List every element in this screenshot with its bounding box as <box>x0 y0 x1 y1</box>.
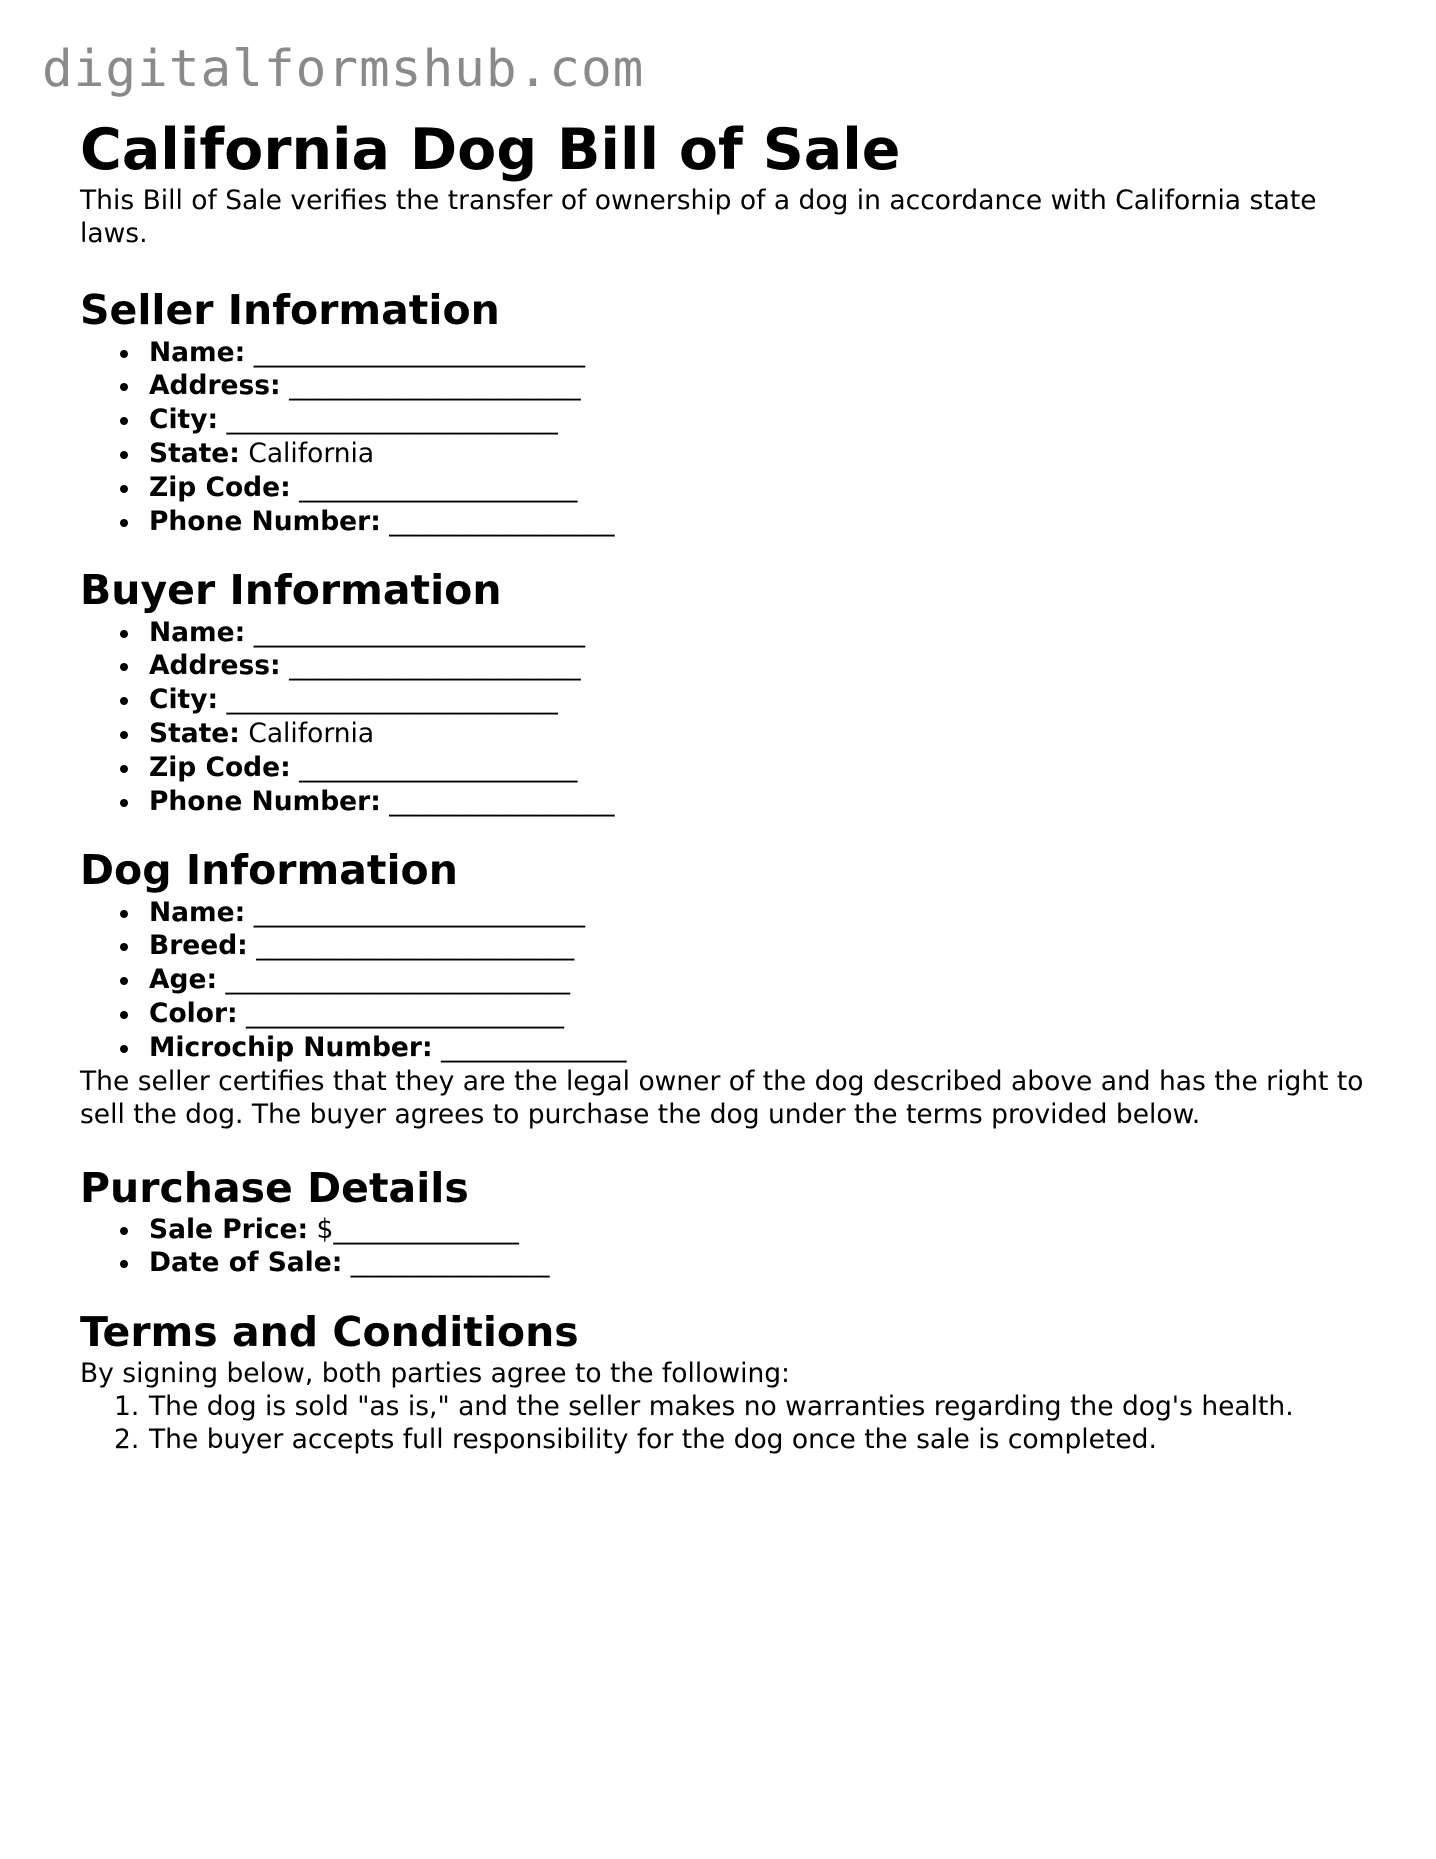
field-label: Phone Number: <box>149 785 381 817</box>
dog-fields <box>80 896 1370 1065</box>
field-value[interactable]: _________________________ <box>226 404 558 436</box>
certification-paragraph: The seller certifies that they are the legal owner of the dog described above and has the right to sell the dog. The buyer agrees to purchase the dog under the terms provided below. <box>80 1065 1364 1130</box>
dog-heading: Dog Information <box>80 846 458 895</box>
field-label: Microchip Number: <box>149 1031 433 1063</box>
field-label: Date of Sale: <box>149 1247 343 1279</box>
dog-breed-field[interactable] <box>80 929 1370 963</box>
page-title: California Dog Bill of Sale <box>80 117 901 183</box>
buyer-city-field[interactable] <box>80 683 1370 717</box>
buyer-address-field[interactable] <box>80 649 1370 683</box>
field-value: California <box>248 437 375 469</box>
field-value: California <box>248 717 375 749</box>
seller-fields <box>80 336 1370 539</box>
field-label: Breed: <box>149 930 248 962</box>
seller-address-field[interactable] <box>80 369 1370 403</box>
seller-heading: Seller Information <box>80 286 500 335</box>
field-value[interactable]: ________________________ <box>256 930 575 962</box>
field-value[interactable]: _________________________ <box>253 616 585 648</box>
watermark-logo: digitalformshub.com <box>42 40 645 99</box>
document-body <box>80 100 1370 1456</box>
field-label: Name: <box>149 616 246 648</box>
field-label: Color: <box>149 997 238 1029</box>
buyer-state-field <box>80 717 1370 751</box>
buyer-fields <box>80 616 1370 819</box>
dog-microchip-field[interactable] <box>80 1031 1370 1065</box>
seller-state-field <box>80 437 1370 471</box>
field-label: Name: <box>149 336 246 368</box>
terms-item-number: 1. <box>114 1391 140 1423</box>
terms-heading: Terms and Conditions <box>80 1308 579 1357</box>
field-value[interactable]: ______________ <box>441 1031 627 1063</box>
field-value[interactable]: _________________________ <box>253 336 585 368</box>
buyer-zip-field[interactable] <box>80 751 1370 785</box>
field-value[interactable]: _______________ <box>350 1247 550 1279</box>
field-value[interactable]: _________________ <box>389 785 615 817</box>
field-label: Sale Price: <box>149 1213 309 1245</box>
sale-date-field[interactable] <box>80 1246 1370 1280</box>
field-value[interactable]: ________________________ <box>246 997 565 1029</box>
terms-item-text: The dog is sold "as is," and the seller makes no warranties regarding the dog's health. <box>149 1391 1294 1423</box>
seller-phone-field[interactable] <box>80 505 1370 539</box>
seller-zip-field[interactable] <box>80 471 1370 505</box>
field-value[interactable]: _________________________ <box>226 684 558 716</box>
field-label: Phone Number: <box>149 505 381 537</box>
field-label: City: <box>149 684 219 716</box>
field-value[interactable]: _________________________ <box>253 896 585 928</box>
terms-list <box>80 1390 1370 1456</box>
field-value[interactable]: ______________________ <box>289 650 581 682</box>
field-label: Age: <box>149 964 218 996</box>
sale-price-field[interactable] <box>80 1213 1370 1247</box>
seller-name-field[interactable] <box>80 336 1370 370</box>
intro-paragraph: This Bill of Sale verifies the transfer of ownership of a dog in accordance with California state laws. <box>80 185 1317 250</box>
terms-item-number: 2. <box>114 1424 140 1456</box>
terms-item <box>80 1423 1370 1456</box>
field-label: State: <box>149 437 240 469</box>
field-value[interactable]: _____________________ <box>299 471 578 503</box>
field-label: Zip Code: <box>149 471 291 503</box>
field-label: Zip Code: <box>149 751 291 783</box>
field-label: Name: <box>149 896 246 928</box>
buyer-name-field[interactable] <box>80 616 1370 650</box>
field-label: Address: <box>149 370 281 402</box>
dog-age-field[interactable] <box>80 963 1370 997</box>
field-label: State: <box>149 717 240 749</box>
terms-item-text: The buyer accepts full responsibility for the dog once the sale is completed. <box>149 1424 1157 1456</box>
buyer-heading: Buyer Information <box>80 566 502 615</box>
field-value[interactable]: __________________________ <box>225 964 570 996</box>
terms-item <box>80 1390 1370 1423</box>
field-value[interactable]: $______________ <box>316 1213 519 1245</box>
dog-color-field[interactable] <box>80 997 1370 1031</box>
buyer-phone-field[interactable] <box>80 785 1370 819</box>
field-value[interactable]: _________________ <box>389 505 615 537</box>
field-label: Address: <box>149 650 281 682</box>
field-value[interactable]: ______________________ <box>289 370 581 402</box>
seller-city-field[interactable] <box>80 403 1370 437</box>
purchase-heading: Purchase Details <box>80 1163 469 1212</box>
field-label: City: <box>149 404 219 436</box>
terms-intro: By signing below, both parties agree to the following: <box>80 1358 790 1390</box>
purchase-fields <box>80 1213 1370 1281</box>
dog-name-field[interactable] <box>80 896 1370 930</box>
field-value[interactable]: _____________________ <box>299 751 578 783</box>
